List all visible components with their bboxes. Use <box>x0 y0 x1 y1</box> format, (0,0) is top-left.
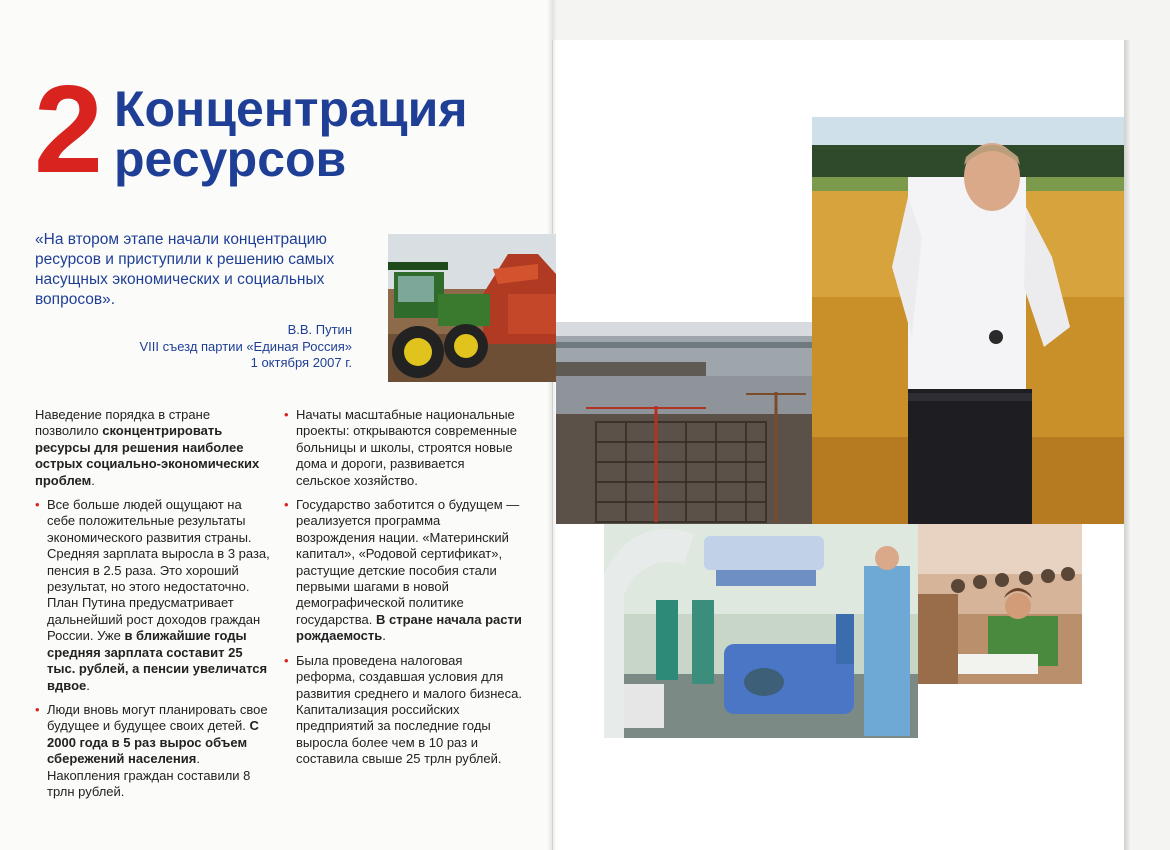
bullet-savings-text-c: . Накопления граждан составили 8 трлн рублей. <box>47 751 251 799</box>
bullet-national-projects <box>284 407 522 489</box>
chapter-title <box>114 81 534 187</box>
bullet-salaries-text-a: Все больше людей ощущают на себе положительные результаты экономического развития страны. Средняя зарплата выросла в 3 раза, пенсия в 2.5 раза. Это хороший результат, но этого недостаточно. План Путина предусматривает дальнейший рост доходов граждан России. Уже <box>47 497 270 644</box>
bullet-salaries-text-bold: в ближайшие годы средняя зарплата составит 25 тыс. рублей, а пенсии увеличатся вдвое <box>47 628 268 693</box>
classroom-students-photo <box>918 524 1082 684</box>
bullet-marker: • <box>284 497 289 513</box>
chapter-number: 2 <box>34 61 99 199</box>
bullet-demography <box>284 497 522 645</box>
bullet-marker: • <box>35 701 40 717</box>
quote-attribution <box>100 322 352 372</box>
quote-date: 1 октября 2007 г. <box>250 355 352 370</box>
bullet-tax-reform <box>284 653 522 768</box>
bullet-national-projects-text: Начаты масштабные национальные проекты: открываются современные больницы и школы, строятся новые дома и дороги, развивается сельское хозяйство. <box>296 407 517 488</box>
quote-author: В.В. Путин <box>287 322 352 337</box>
left-text-column <box>35 407 271 808</box>
tractor-harvester-photo <box>388 234 556 382</box>
hospital-operating-room-photo <box>604 524 918 738</box>
bullet-savings <box>35 702 271 800</box>
bullet-demography-text-a: Государство заботится о будущем — реализуется программа возрождения нации. «Материнский капитал», «Родовой сертификат», растущие детские пособия стали первыми шагами в новой демографической политике государства. <box>296 497 520 627</box>
bullet-salaries-text-c: . <box>86 677 90 693</box>
intro-text-a: Наведение порядка в стране позволило <box>35 407 211 439</box>
bullet-demography-text-bold: В стране начала расти рождаемость <box>296 611 522 644</box>
bullet-marker: • <box>284 407 289 422</box>
chapter-title-line1: Концентрация <box>114 81 468 137</box>
wheat-field-putin-photo <box>812 117 1124 524</box>
intro-paragraph <box>35 407 271 489</box>
bullet-marker: • <box>284 652 289 668</box>
book-spine <box>548 0 556 850</box>
intro-text-bold: сконцентрировать ресурсы для решения наиболее острых социально-экономических проблем <box>35 423 260 488</box>
intro-text-c: . <box>91 472 95 488</box>
construction-site-photo <box>556 322 814 524</box>
page-edge <box>1124 40 1130 850</box>
bullet-marker: • <box>35 497 40 513</box>
bullet-salaries <box>35 497 271 694</box>
bullet-demography-text-c: . <box>382 628 386 644</box>
bullet-tax-reform-text: Была проведена налоговая реформа, создавшая условия для развития среднего и малого бизнеса. Капитализация российских предприятий за последние годы выросла более чем в 10 раз и составила свыше 25 трлн рублей. <box>296 652 522 767</box>
chapter-title-line2: ресурсов <box>114 131 347 187</box>
quote-text: «На втором этапе начали концентрацию ресурсов и приступили к решению самых насущных экономических и социальных вопросов». <box>35 231 335 308</box>
quote-event: VIII съезд партии «Единая Россия» <box>139 338 352 354</box>
bullet-savings-text-a: Люди вновь могут планировать свое будущее и будущее своих детей. <box>47 701 268 734</box>
bullet-savings-text-bold: С 2000 года в 5 раз вырос объем сбережений населения <box>47 718 259 767</box>
right-text-column <box>284 407 522 776</box>
